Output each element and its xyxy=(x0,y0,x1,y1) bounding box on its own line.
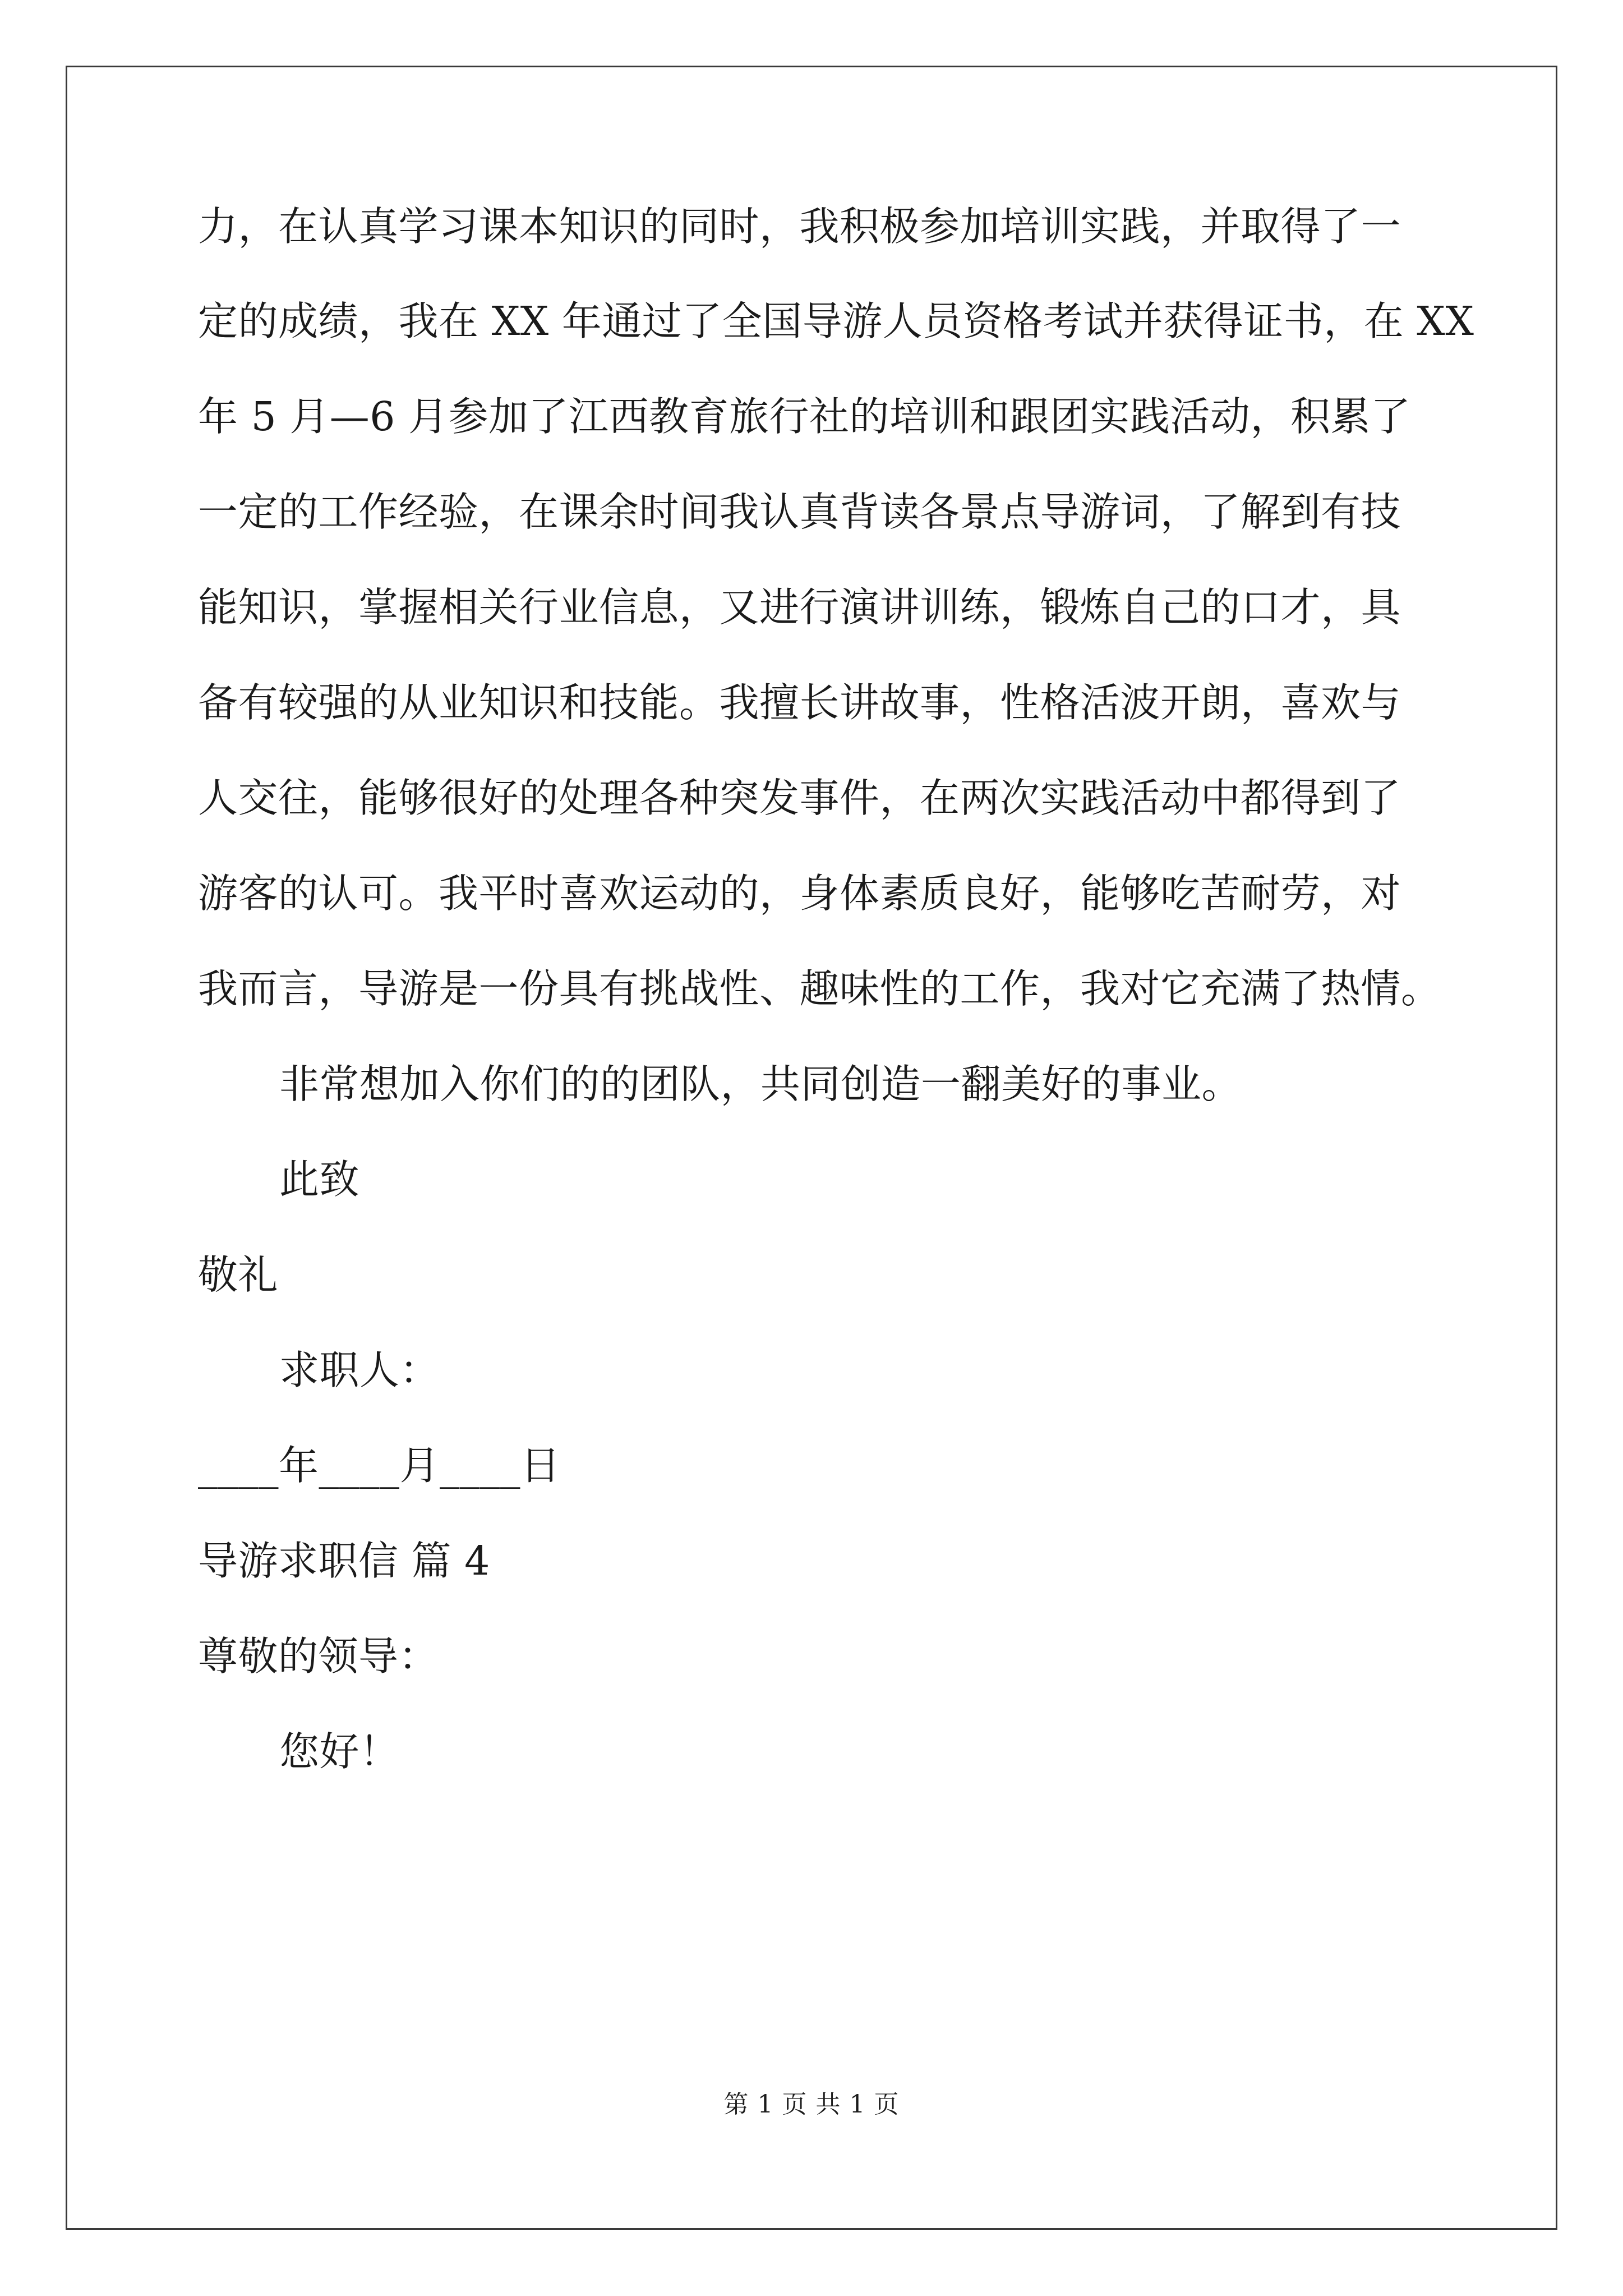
body-text-line: 人交往，能够很好的处理各种突发事件，在两次实践活动中都得到了 xyxy=(198,775,1401,821)
body-text-line: 能知识，掌握相关行业信息，又进行演讲训练，锻炼自己的口才，具 xyxy=(198,584,1401,631)
page-border xyxy=(66,66,1557,2230)
salutation-jing-li: 敬礼 xyxy=(198,1251,279,1298)
applicant-label: 求职人： xyxy=(279,1347,440,1393)
greeting-hello: 您好！ xyxy=(279,1728,400,1775)
section-heading: 导游求职信 篇 4 xyxy=(198,1538,490,1584)
closing-paragraph: 非常想加入你们的的团队，共同创造一翻美好的事业。 xyxy=(279,1061,1242,1107)
body-text-line: 一定的工作经验，在课余时间我认真背读各景点导游词，了解到有技 xyxy=(198,489,1401,535)
date-line: ____年____月____日 xyxy=(198,1442,561,1489)
greeting-recipient: 尊敬的领导： xyxy=(198,1633,439,1680)
page-footer: 第 1 页 共 1 页 xyxy=(723,2090,900,2119)
body-text-line: 游客的认可。我平时喜欢运动的，身体素质良好，能够吃苦耐劳，对 xyxy=(198,870,1401,917)
body-text-line: 备有较强的从业知识和技能。我擅长讲故事，性格活波开朗，喜欢与 xyxy=(198,679,1401,726)
body-text-line: 定的成绩，我在 XX 年通过了全国导游人员资格考试并获得证书，在 XX xyxy=(198,298,1474,344)
salutation-ci-zhi: 此致 xyxy=(279,1156,360,1203)
body-text-line: 力，在认真学习课本知识的同时，我积极参加培训实践，并取得了一 xyxy=(198,203,1401,250)
body-text-line: 我而言，导游是一份具有挑战性、趣味性的工作，我对它充满了热情。 xyxy=(198,965,1441,1012)
body-text-line: 年 5 月—6 月参加了江西教育旅行社的培训和跟团实践活动，积累了 xyxy=(198,393,1411,440)
